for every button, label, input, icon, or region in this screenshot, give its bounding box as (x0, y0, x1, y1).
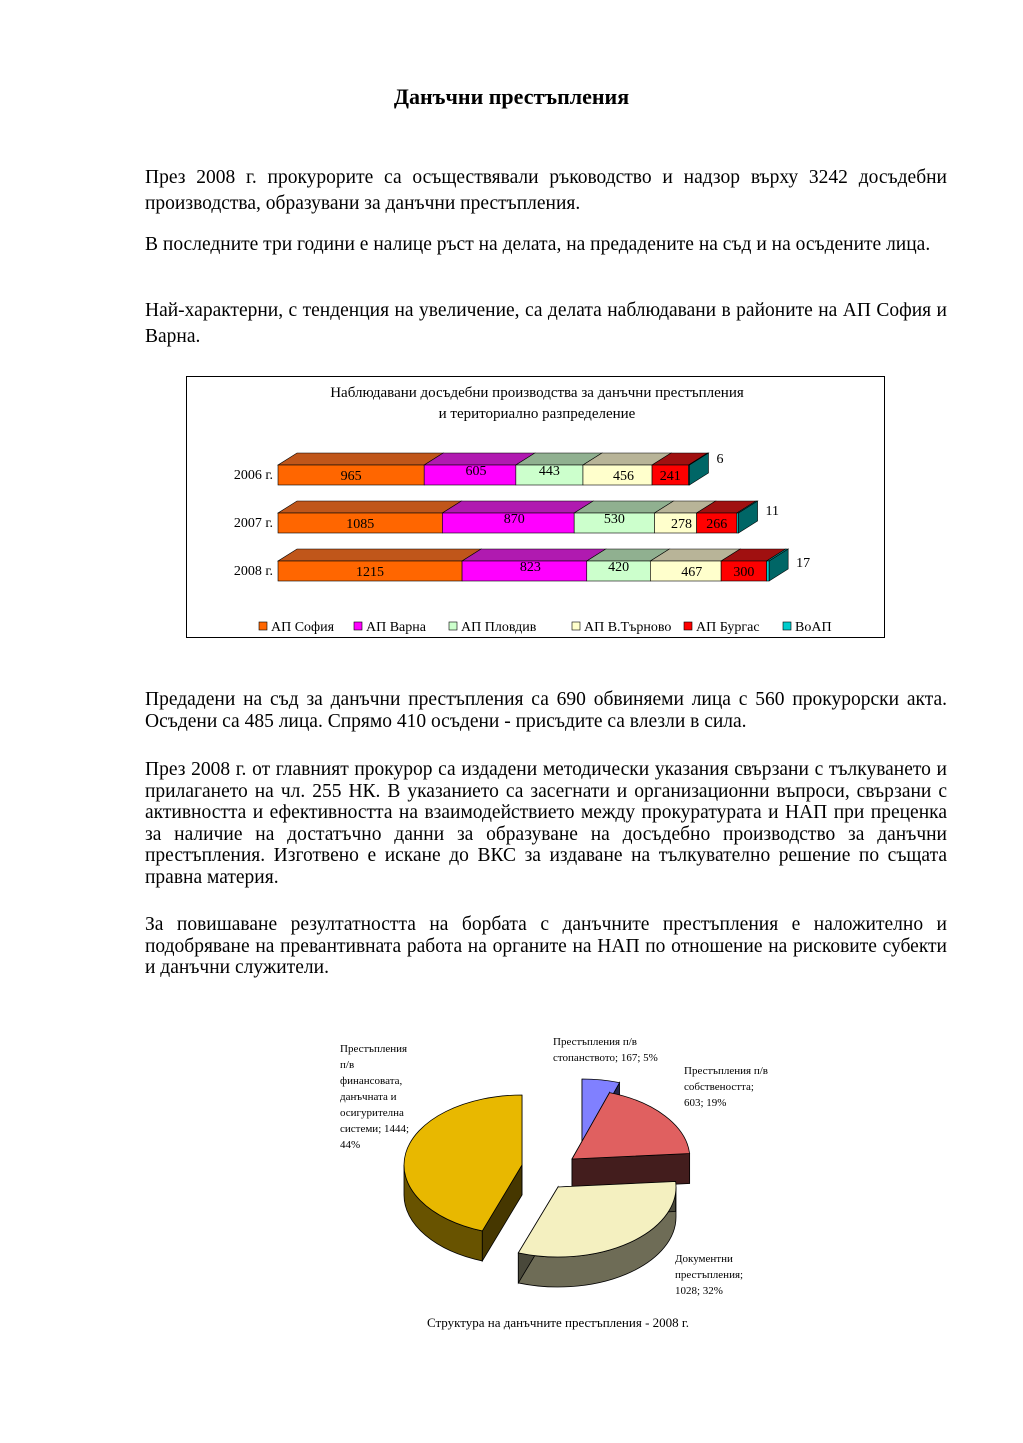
pie-slice-label: Престъпления п/в собствеността; 603; 19% (684, 1065, 768, 1109)
bar-value-label: 823 (519, 560, 541, 575)
legend-swatch (783, 622, 791, 630)
pie-chart (0, 1000, 1023, 1360)
bar-chart-panel (186, 376, 885, 638)
pie-slice-label: Престъпления п/в финансовата, данъчната и осигурителна системи; 1444; 44% (340, 1043, 410, 1151)
bar-value-label: 278 (671, 517, 693, 532)
bar-segment-top (278, 549, 481, 561)
pie-slice-label: Престъпления п/в стопанството; 167; 5% (553, 1036, 658, 1064)
chart-title: Наблюдавани досъдебни производства за данъчни престъпления (330, 385, 744, 401)
bar-value-label: 300 (733, 565, 755, 580)
legend-swatch (449, 622, 457, 630)
bar-category-label: 2006 г. (233, 468, 273, 483)
paragraph-intro: През 2008 г. прокурорите са осъществявали ръководство и надзор върху 3242 досъдебни производства, образувани за данъчни престъпления. (145, 167, 947, 214)
bar-segment-top (278, 501, 461, 513)
bar-segment-top (278, 453, 443, 465)
bar-category-label: 2007 г. (233, 516, 273, 531)
legend-swatch (259, 622, 267, 630)
bar-value-label: 530 (603, 512, 625, 527)
paragraph-prevention: За повишаване резултатността на борбата с данъчните престъпления е наложително и подобряване на превантивната работа на органите на НАП по отношение на рисковите субекти и данъчни служители. (145, 914, 947, 978)
pie-chart-title: Структура на данъчните престъпления - 2008 г. (426, 1315, 690, 1330)
legend-swatch (354, 622, 362, 630)
bar-value-label: 870 (503, 512, 525, 527)
bar-value-label: 1085 (346, 517, 375, 532)
legend-label: АП Варна (366, 620, 426, 635)
paragraph-methodology: През 2008 г. от главният прокурор са издадени методически указания свързани с тълкуването и прилагането на чл. 255 НК. В указанието са засегнати и организационни въпроси, свързани с активността и ефективността на взаимодействието между прокуратурата и НАП при преценка за наличие на достатъчно данни за образуване на досъдебно производство за данъчни престъпления. Изготвено е искане до ВКС за издаване на тълкувателно решение по същата правна материя. (145, 759, 947, 888)
bar-value-label: 467 (681, 565, 703, 580)
bar-value-label: 1215 (356, 565, 385, 580)
bar-value-label: 456 (613, 469, 635, 484)
bar-value-label: 420 (608, 560, 630, 575)
legend-label: АП София (271, 620, 335, 635)
legend-swatch (572, 622, 580, 630)
bar-value-label: 17 (796, 556, 811, 571)
paragraph-court: Предадени на съд за данъчни престъпления са 690 обвиняеми лица с 560 прокурорски акта. Осъдени са 485 лица. Спрямо 410 осъдени - присъдите са влезли в сила. (145, 689, 947, 732)
legend-label: АП Пловдив (461, 620, 537, 635)
pie-slice-label: Документни престъпления; 1028; 32% (675, 1253, 744, 1297)
bar-value-label: 605 (465, 464, 487, 479)
legend-label: АП Бургас (696, 620, 760, 635)
bar-value-label: 266 (706, 517, 728, 532)
paragraph-growth: В последните три години е налице ръст на делата, на предадените на съд и на осъдените лица. (145, 234, 931, 255)
bar-value-label: 965 (340, 469, 362, 484)
bar-chart (187, 377, 884, 637)
bar-value-label: 241 (659, 469, 681, 484)
bar-value-label: 443 (538, 464, 560, 479)
legend-label: ВоАП (795, 620, 832, 635)
bar-category-label: 2008 г. (233, 564, 273, 579)
legend-swatch (684, 622, 692, 630)
page-title: Данъчни престъпления (393, 84, 630, 109)
bar-value-label: 11 (765, 504, 780, 519)
legend-label: АП В.Търново (584, 620, 672, 635)
paragraph-regions: Най-характерни, с тенденция на увеличение, са делата наблюдавани в районите на АП София и Варна. (145, 300, 947, 347)
bar-segment (767, 561, 770, 581)
chart-subtitle: и териториално разпределение (438, 406, 636, 422)
bar-value-label: 6 (716, 452, 724, 467)
